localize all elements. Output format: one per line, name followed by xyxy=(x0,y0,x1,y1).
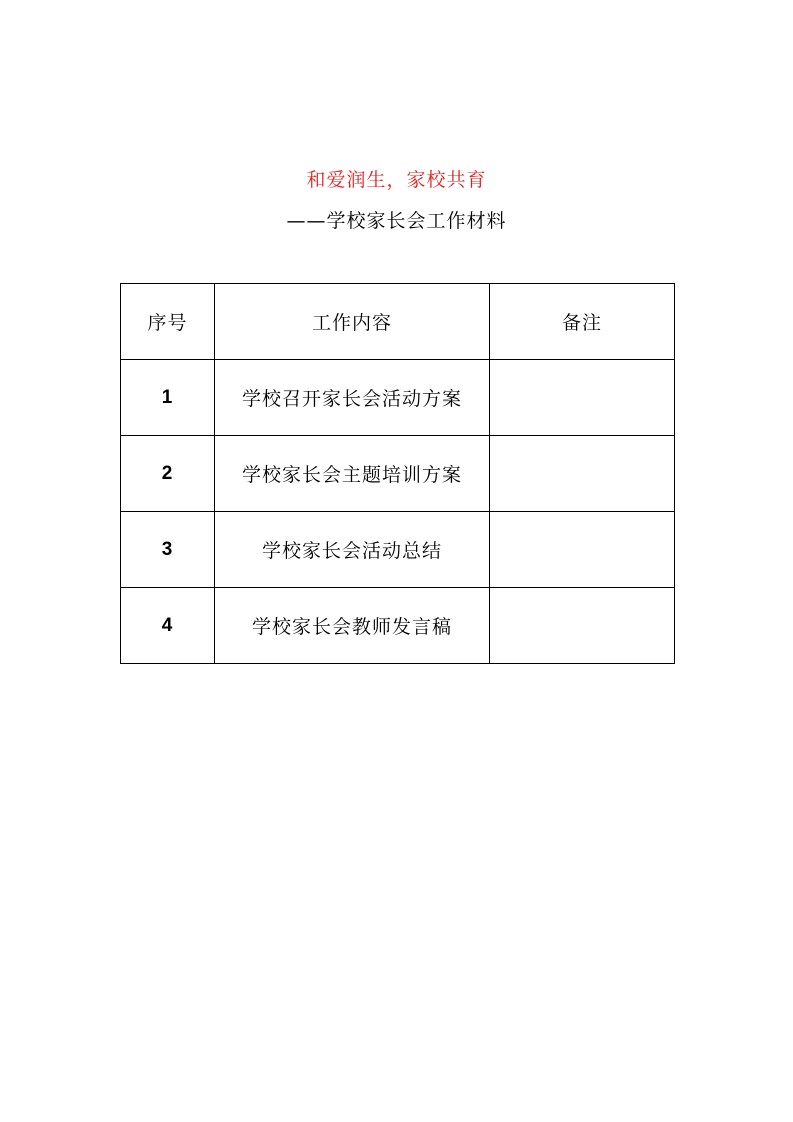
table-header-row xyxy=(121,284,675,360)
header-number: 序号 xyxy=(121,284,215,360)
table-row xyxy=(121,588,675,664)
work-materials-table xyxy=(120,283,675,664)
row-note xyxy=(490,588,675,664)
table-row xyxy=(121,512,675,588)
row-content: 学校家长会活动总结 xyxy=(215,512,490,588)
header-content: 工作内容 xyxy=(215,284,490,360)
document-title: 和爱润生，家校共育 xyxy=(306,169,487,191)
row-number: 2 xyxy=(121,436,215,512)
row-content: 学校家长会主题培训方案 xyxy=(215,436,490,512)
table-row xyxy=(121,436,675,512)
row-number: 4 xyxy=(121,588,215,664)
row-note xyxy=(490,512,675,588)
row-note xyxy=(490,360,675,436)
row-number: 1 xyxy=(121,360,215,436)
row-content: 学校家长会教师发言稿 xyxy=(215,588,490,664)
row-note xyxy=(490,436,675,512)
document-subtitle: ——学校家长会工作材料 xyxy=(286,210,507,232)
header-note: 备注 xyxy=(490,284,675,360)
table-row xyxy=(121,360,675,436)
row-number: 3 xyxy=(121,512,215,588)
row-content: 学校召开家长会活动方案 xyxy=(215,360,490,436)
